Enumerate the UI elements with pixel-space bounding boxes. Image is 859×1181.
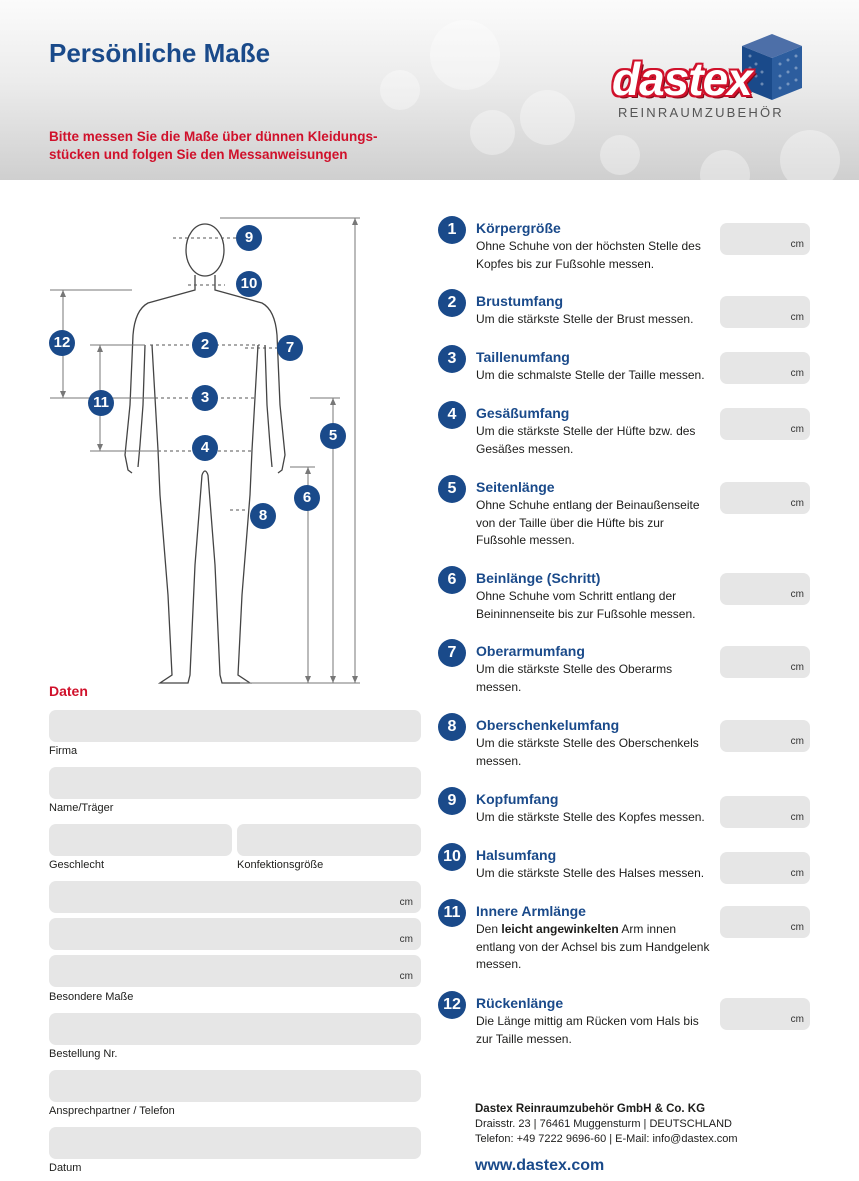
unit-cm: cm — [790, 424, 804, 435]
dastex-logo — [612, 34, 822, 124]
geschlecht-label: Geschlecht — [49, 859, 105, 871]
logo-subline: REINRAUMZUBEHÖR — [618, 105, 784, 120]
measurement-desc: Ohne Schuhe von der höchsten Stelle des Kopfes bis zur Fußsohle messen. — [476, 239, 701, 271]
measurement-title: Innere Armlänge — [476, 903, 586, 919]
besondere-field-3[interactable] — [49, 955, 421, 987]
measurement-input[interactable] — [720, 852, 810, 884]
measurement-input[interactable] — [720, 646, 810, 678]
desc-part: Den — [476, 922, 502, 936]
besondere-field-2[interactable] — [49, 918, 421, 950]
unit-cm: cm — [399, 971, 413, 982]
measurement-number: 2 — [438, 289, 466, 317]
measurement-title: Gesäßumfang — [476, 405, 570, 421]
figure-badge-8: 8 — [250, 503, 276, 529]
decorative-bubble — [520, 90, 575, 145]
company-contact: Telefon: +49 7222 9696-60 | E-Mail: info@dastex.com — [475, 1133, 738, 1145]
measurement-title: Rückenlänge — [476, 995, 564, 1011]
measurement-number: 4 — [438, 401, 466, 429]
measurement-number: 10 — [438, 843, 466, 871]
measurement-desc: Um die schmalste Stelle der Taille messen. — [476, 368, 705, 382]
besondere-label: Besondere Maße — [49, 991, 134, 1003]
company-info — [475, 1102, 815, 1147]
decorative-bubble — [380, 70, 420, 110]
unit-cm: cm — [790, 736, 804, 747]
measurement-number: 12 — [438, 991, 466, 1019]
figure-badge-11: 11 — [88, 390, 114, 416]
decorative-bubble — [600, 135, 640, 175]
figure-badge-5: 5 — [320, 423, 346, 449]
figure-badge-6: 6 — [294, 485, 320, 511]
desc-part: Arm innen entlang von der Achsel bis zum Handgelenk messen. — [476, 922, 710, 971]
unit-cm: cm — [790, 498, 804, 509]
measurement-desc: Um die stärkste Stelle des Halses messen. — [476, 866, 705, 880]
unit-cm: cm — [790, 368, 804, 379]
measurement-desc — [476, 921, 716, 974]
measurement-number: 8 — [438, 713, 466, 741]
unit-cm: cm — [790, 662, 804, 673]
konfektion-field[interactable] — [237, 824, 421, 856]
unit-cm: cm — [790, 239, 804, 250]
ansprechpartner-field[interactable] — [49, 1070, 421, 1102]
company-name: Dastex Reinraumzubehör GmbH & Co. KG — [475, 1103, 706, 1115]
body-figure — [40, 205, 420, 695]
unit-cm: cm — [790, 922, 804, 933]
measurement-title: Oberarmumfang — [476, 643, 585, 659]
desc-bold: leicht angewinkelten — [501, 922, 619, 936]
measurement-input[interactable] — [720, 720, 810, 752]
measurement-input[interactable] — [720, 573, 810, 605]
besondere-field-1[interactable] — [49, 881, 421, 913]
page-title: Persönliche Maße — [49, 38, 271, 68]
name-label: Name/Träger — [49, 802, 114, 814]
company-address: Draisstr. 23 | 76461 Muggensturm | DEUTSCHLAND — [475, 1118, 732, 1130]
measurement-title: Brustumfang — [476, 293, 564, 309]
konfektion-label: Konfektionsgröße — [237, 859, 324, 871]
measurement-input[interactable] — [720, 906, 810, 938]
decorative-bubble — [470, 110, 515, 155]
unit-cm: cm — [790, 868, 804, 879]
measurement-input[interactable] — [720, 408, 810, 440]
figure-badge-2: 2 — [192, 332, 218, 358]
unit-cm: cm — [790, 812, 804, 823]
name-field[interactable] — [49, 767, 421, 799]
unit-cm: cm — [790, 1014, 804, 1025]
measurement-title: Halsumfang — [476, 847, 557, 863]
website-link[interactable]: www.dastex.com — [475, 1157, 605, 1174]
measurement-number: 1 — [438, 216, 466, 244]
firma-field[interactable] — [49, 710, 421, 742]
measurement-title: Beinlänge (Schritt) — [476, 570, 601, 586]
logo-wordmark: dastex — [612, 53, 752, 105]
measurement-input[interactable] — [720, 296, 810, 328]
body-outline-icon — [40, 205, 420, 695]
measurement-desc: Um die stärkste Stelle des Kopfes messen. — [476, 810, 705, 824]
figure-badge-7: 7 — [277, 335, 303, 361]
unit-cm: cm — [790, 312, 804, 323]
measurement-number: 3 — [438, 345, 466, 373]
figure-badge-3: 3 — [192, 385, 218, 411]
measurement-input[interactable] — [720, 998, 810, 1030]
figure-badge-4: 4 — [192, 435, 218, 461]
daten-heading: Daten — [49, 683, 88, 699]
measurement-desc: Um die stärkste Stelle der Hüfte bzw. des Gesäßes messen. — [476, 424, 696, 456]
measurement-title: Kopfumfang — [476, 791, 559, 807]
decorative-bubble — [780, 130, 840, 180]
measurement-input[interactable] — [720, 796, 810, 828]
measurement-desc: Ohne Schuhe vom Schritt entlang der Beininnenseite bis zur Fußsohle messen. — [476, 589, 696, 621]
unit-cm: cm — [399, 934, 413, 945]
datum-field[interactable] — [49, 1127, 421, 1159]
measurement-number: 9 — [438, 787, 466, 815]
bestellung-field[interactable] — [49, 1013, 421, 1045]
figure-badge-9: 9 — [236, 225, 262, 251]
measurement-number: 5 — [438, 475, 466, 503]
measurement-number: 11 — [438, 899, 466, 927]
intro-line-2: stücken und folgen Sie den Messanweisungen — [49, 147, 348, 162]
measurement-input[interactable] — [720, 223, 810, 255]
header-banner — [0, 0, 859, 180]
measurement-desc: Um die stärkste Stelle des Oberschenkels messen. — [476, 736, 699, 768]
decorative-bubble — [700, 150, 750, 180]
unit-cm: cm — [399, 897, 413, 908]
measurement-desc: Die Länge mittig am Rücken vom Hals bis zur Taille messen. — [476, 1014, 699, 1046]
measurement-desc: Ohne Schuhe entlang der Beinaußenseite von der Taille über die Hüfte bis zur Fußsohle messen. — [476, 498, 700, 547]
measurement-desc: Um die stärkste Stelle des Oberarms messen. — [476, 662, 673, 694]
intro-text — [49, 128, 429, 164]
intro-line-1: Bitte messen Sie die Maße über dünnen Kleidungs- — [49, 129, 378, 144]
figure-badge-10: 10 — [236, 271, 262, 297]
figure-badge-12: 12 — [49, 330, 75, 356]
bestellung-label: Bestellung Nr. — [49, 1048, 118, 1060]
measurement-number: 7 — [438, 639, 466, 667]
measurement-title: Taillenumfang — [476, 349, 570, 365]
measurement-input[interactable] — [720, 352, 810, 384]
measurement-title: Körpergröße — [476, 220, 561, 236]
measurement-input[interactable] — [720, 482, 810, 514]
datum-label: Datum — [49, 1162, 82, 1174]
measurement-title: Oberschenkelumfang — [476, 717, 620, 733]
measurement-title: Seitenlänge — [476, 479, 555, 495]
decorative-bubble — [430, 20, 500, 90]
measurement-number: 6 — [438, 566, 466, 594]
firma-label: Firma — [49, 745, 78, 757]
geschlecht-field[interactable] — [49, 824, 232, 856]
unit-cm: cm — [790, 589, 804, 600]
ansprechpartner-label: Ansprechpartner / Telefon — [49, 1105, 175, 1117]
measurement-desc: Um die stärkste Stelle der Brust messen. — [476, 312, 694, 326]
